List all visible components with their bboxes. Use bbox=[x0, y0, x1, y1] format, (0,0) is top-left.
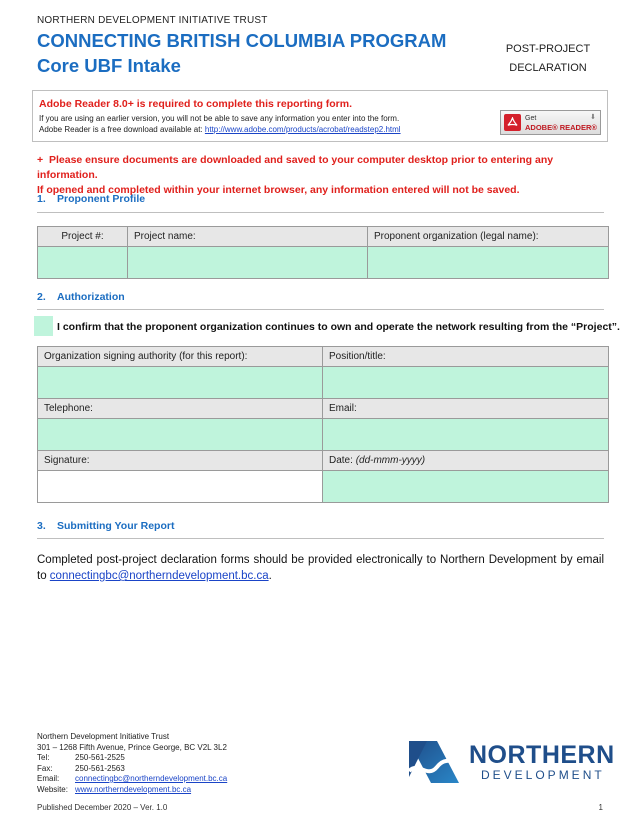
fax-label: Fax: bbox=[37, 763, 53, 773]
submission-end: . bbox=[268, 570, 272, 582]
footer-website-link[interactable]: www.northerndevelopment.bc.ca bbox=[75, 784, 192, 794]
submission-instructions bbox=[37, 552, 604, 584]
section-2-heading bbox=[37, 291, 125, 303]
submission-email-link[interactable]: connectingbc@northerndevelopment.bc.ca bbox=[49, 570, 269, 582]
org-name: NORTHERN DEVELOPMENT INITIATIVE TRUST bbox=[37, 15, 268, 26]
form-type-line2: DECLARATION bbox=[509, 62, 587, 74]
contact-email-row bbox=[37, 774, 227, 785]
email-label: Email: bbox=[323, 399, 609, 419]
browser-warning bbox=[37, 153, 607, 198]
website-label: Website: bbox=[37, 784, 68, 794]
logo-wordmark: NORTHERN bbox=[469, 741, 615, 769]
badge-get: Get bbox=[525, 114, 537, 122]
contact-address: 301 – 1268 Fifth Avenue, Prince George, BC V2L 3L2 bbox=[37, 742, 227, 752]
confirm-checkbox[interactable] bbox=[34, 316, 53, 336]
email-field[interactable] bbox=[323, 419, 609, 451]
telephone-label: Telephone: bbox=[38, 399, 323, 419]
project-name-field[interactable] bbox=[128, 247, 368, 279]
position-label: Position/title: bbox=[323, 347, 609, 367]
date-field[interactable] bbox=[323, 471, 609, 503]
published-version: Published December 2020 – Ver. 1.0 bbox=[37, 803, 168, 812]
adobe-pdf-icon bbox=[504, 114, 521, 131]
contact-tel-row bbox=[37, 753, 227, 764]
page-number: 1 bbox=[598, 803, 603, 812]
section-1-heading bbox=[37, 193, 145, 205]
contact-website-row bbox=[37, 785, 227, 796]
project-number-label: Project #: bbox=[38, 227, 128, 247]
adobe-download-link[interactable]: http://www.adobe.com/products/acrobat/readstep2.html bbox=[204, 125, 401, 134]
warning-line1-text: Please ensure documents are downloaded and saved to your computer desktop prior to entering any information. bbox=[37, 154, 554, 181]
section-3-title: Submitting Your Report bbox=[57, 520, 175, 532]
contact-block bbox=[37, 732, 227, 795]
get-adobe-reader-button[interactable] bbox=[500, 110, 601, 135]
notice-line1: If you are using an earlier version, you will not be able to save any information you enter into the form. bbox=[39, 114, 400, 123]
contact-fax-row bbox=[37, 764, 227, 775]
tel-value: 250-561-2525 bbox=[75, 753, 125, 762]
warning-line2: If opened and completed within your internet browser, any information entered will not be saved. bbox=[37, 184, 520, 196]
date-format-hint: (dd-mmm-yyyy) bbox=[355, 455, 426, 466]
telephone-field[interactable] bbox=[38, 419, 323, 451]
authorization-table bbox=[37, 346, 609, 503]
organization-field[interactable] bbox=[368, 247, 609, 279]
signature-label: Signature: bbox=[38, 451, 323, 471]
fax-value: 250-561-2563 bbox=[75, 763, 125, 773]
position-field[interactable] bbox=[323, 367, 609, 399]
signature-field[interactable] bbox=[38, 471, 323, 503]
section-3-heading bbox=[37, 520, 174, 532]
form-type-line1: POST-PROJECT bbox=[505, 43, 591, 55]
section-1-title: Proponent Profile bbox=[57, 193, 146, 205]
confirm-statement: I confirm that the proponent organization continues to own and operate the network resulting from the “Project”. bbox=[57, 321, 620, 333]
project-name-label: Project name: bbox=[128, 227, 368, 247]
divider bbox=[37, 309, 604, 310]
divider bbox=[37, 538, 604, 539]
proponent-profile-table bbox=[37, 226, 609, 279]
section-3-number: 3. bbox=[37, 520, 46, 532]
download-arrow-icon: ⬇ bbox=[590, 114, 596, 121]
footer-email-link[interactable]: connectingbc@northerndevelopment.bc.ca bbox=[75, 774, 228, 783]
form-type bbox=[493, 40, 603, 78]
program-subtitle: Core UBF Intake bbox=[37, 55, 181, 76]
warning-line1 bbox=[37, 153, 607, 183]
date-label-text: Date: bbox=[329, 455, 353, 466]
section-2-number: 2. bbox=[37, 291, 46, 303]
program-title: CONNECTING BRITISH COLUMBIA PROGRAM bbox=[37, 30, 447, 51]
signing-authority-field[interactable] bbox=[38, 367, 323, 399]
date-label bbox=[323, 451, 609, 471]
contact-name: Northern Development Initiative Trust bbox=[37, 732, 170, 741]
notice-line2-prefix: Adobe Reader is a free download available at: bbox=[39, 125, 205, 134]
section-2-title: Authorization bbox=[57, 291, 125, 303]
badge-product: ADOBE® READER® bbox=[525, 122, 597, 132]
email-label-footer: Email: bbox=[37, 774, 60, 783]
plus-icon: + bbox=[37, 154, 44, 166]
notice-heading: Adobe Reader 8.0+ is required to complete this reporting form. bbox=[39, 98, 353, 110]
project-number-field[interactable] bbox=[38, 247, 128, 279]
section-1-number: 1. bbox=[37, 193, 46, 205]
signing-authority-label: Organization signing authority (for this report): bbox=[38, 347, 323, 367]
organization-label: Proponent organization (legal name): bbox=[368, 227, 609, 247]
submission-text: Completed post-project declaration forms should be provided electronically to Northern Development by email to bbox=[37, 554, 604, 582]
tel-label: Tel: bbox=[37, 753, 50, 762]
logo-subtitle: DEVELOPMENT bbox=[481, 768, 605, 782]
northern-development-logo-icon bbox=[407, 737, 461, 787]
divider bbox=[37, 212, 604, 213]
